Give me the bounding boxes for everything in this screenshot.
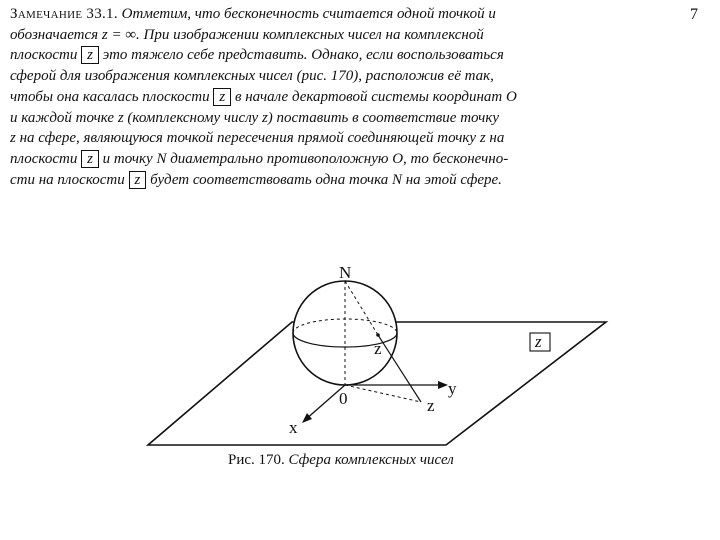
- projection-line: [378, 335, 421, 402]
- text-segment: чтобы она касалась плоскости: [10, 88, 210, 105]
- text-segment: сти на плоскости: [10, 171, 125, 188]
- caption-number: Рис. 170.: [228, 452, 285, 468]
- y-axis-arrowhead: [438, 381, 448, 389]
- text-segment: это тяжело себе представить. Однако, если воспользоваться: [102, 47, 504, 64]
- text-segment: сферой для изображения комплексных чисел (рис. 170), расположив её так,: [10, 68, 494, 85]
- boxed-symbol: z: [81, 46, 99, 64]
- text-segment: Отметим, что бесконечность считается одной точкой и: [121, 6, 496, 22]
- text-segment: обозначается z = ∞. При изображении комплексных чисел на комплексной: [10, 26, 484, 43]
- origin-label: 0: [339, 389, 348, 408]
- boxed-symbol: z: [213, 88, 231, 106]
- text-segment: z на сфере, являющуюся точкой пересечения прямой соединяющей точку z на: [10, 130, 505, 147]
- plane-point-label: z: [427, 396, 435, 415]
- north-pole-label: N: [339, 263, 352, 282]
- text-segment: в начале декартовой системы координат O: [234, 88, 517, 105]
- x-axis-label: x: [289, 418, 298, 437]
- text-segment: и каждой точке z (комплексному числу z) поставить в соответствие точку: [10, 109, 499, 126]
- origin-to-point-line: [345, 385, 421, 402]
- remark-heading: Замечание 33.1.: [10, 6, 118, 22]
- boxed-symbol: z: [129, 171, 147, 189]
- plane-box-label: z: [535, 332, 542, 351]
- page-number: 7: [690, 6, 698, 23]
- caption-title: Сфера комплексных чисел: [288, 452, 454, 468]
- text-segment: плоскости: [10, 47, 78, 64]
- text-segment: и точку N диаметрально противоположную O, то бесконечно-: [102, 150, 509, 167]
- text-segment: плоскости: [10, 150, 78, 167]
- boxed-symbol: z: [81, 150, 99, 168]
- y-axis-label: y: [448, 379, 457, 398]
- sphere-point-marker: [376, 333, 380, 337]
- figure-caption: [228, 452, 454, 469]
- text-segment: будет соответствовать одна точка N на этой сфере.: [150, 171, 502, 188]
- sphere-point-label: z: [374, 339, 382, 358]
- riemann-sphere: [293, 281, 397, 385]
